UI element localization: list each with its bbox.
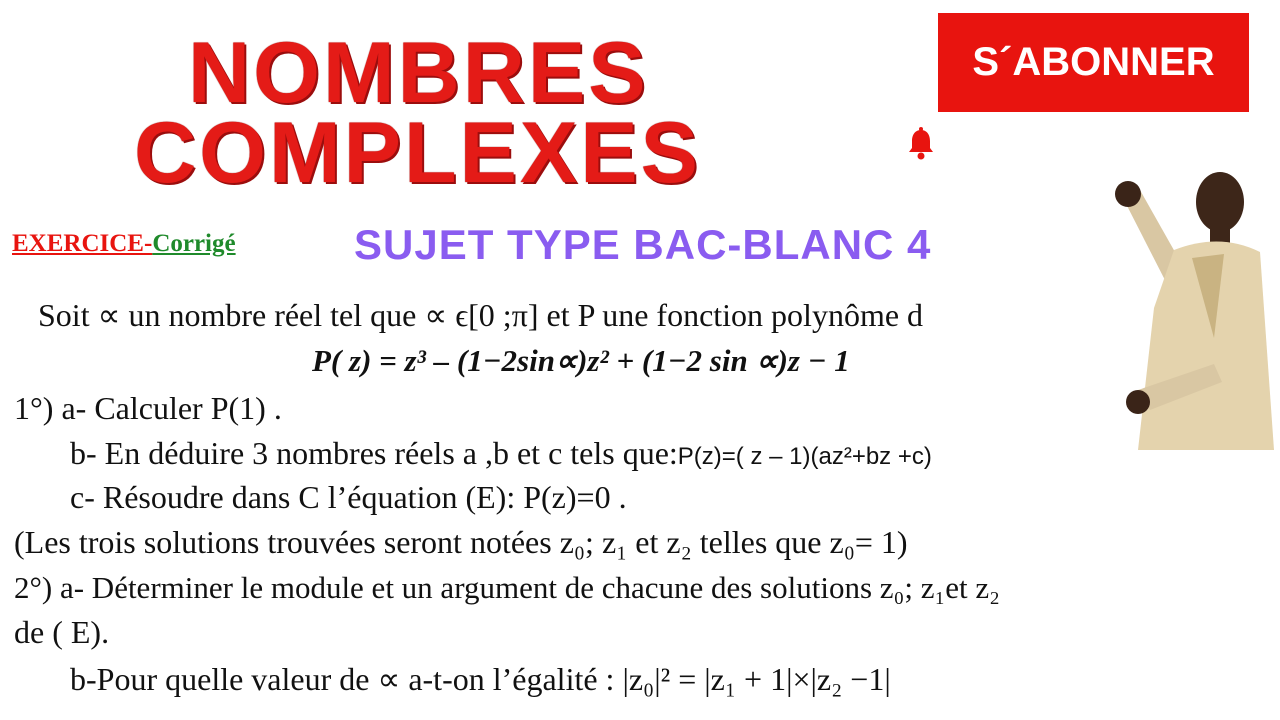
question-1c: c- Résoudre dans C l’équation (E): P(z)=0 . xyxy=(70,479,627,515)
polynomial-equation: P( z) = z³ – (1−2sin∝)z² + (1−2 sin ∝)z − 1 xyxy=(312,343,850,378)
question-1b xyxy=(70,435,932,472)
exercise-label: EXERCICE xyxy=(12,230,144,257)
question-1b-text: b- En déduire 3 nombres réels a ,b et c tels que: xyxy=(70,435,678,471)
question-2a-continued: de ( E). xyxy=(14,614,110,650)
question-2a: 2°) a- Déterminer le module et un argument de chacune des solutions z₀; z₁et z₂ xyxy=(14,570,1000,605)
subject-title: SUJET TYPE BAC-BLANC 4 xyxy=(354,221,932,268)
title-line-1: NOMBRES xyxy=(188,25,649,121)
bell-icon[interactable] xyxy=(906,127,936,161)
subscribe-label: S´ABONNER xyxy=(972,40,1215,84)
title-line-2: COMPLEXES xyxy=(134,105,701,201)
exercise-separator: - xyxy=(143,230,153,257)
intro-text: Soit ∝ un nombre réel tel que ∝ ϵ[0 ;π] et P une fonction polynôme d xyxy=(38,297,924,333)
question-1a: 1°) a- Calculer P(1) . xyxy=(14,390,282,426)
corrige-label: Corrigé xyxy=(152,230,236,257)
solutions-note: (Les trois solutions trouvées seront notées z₀; z₁ et z₂ telles que z₀= 1) xyxy=(14,524,908,560)
question-2b: b-Pour quelle valeur de ∝ a-t-on l’égalité : |z₀|² = |z₁ + 1|×|z₂ −1| xyxy=(70,661,891,697)
question-1b-formula: P(z)=( z – 1)(az²+bz +c) xyxy=(677,443,932,470)
subscribe-button[interactable] xyxy=(938,13,1249,112)
exercise-heading xyxy=(12,230,236,258)
presenter-image xyxy=(1092,158,1280,450)
